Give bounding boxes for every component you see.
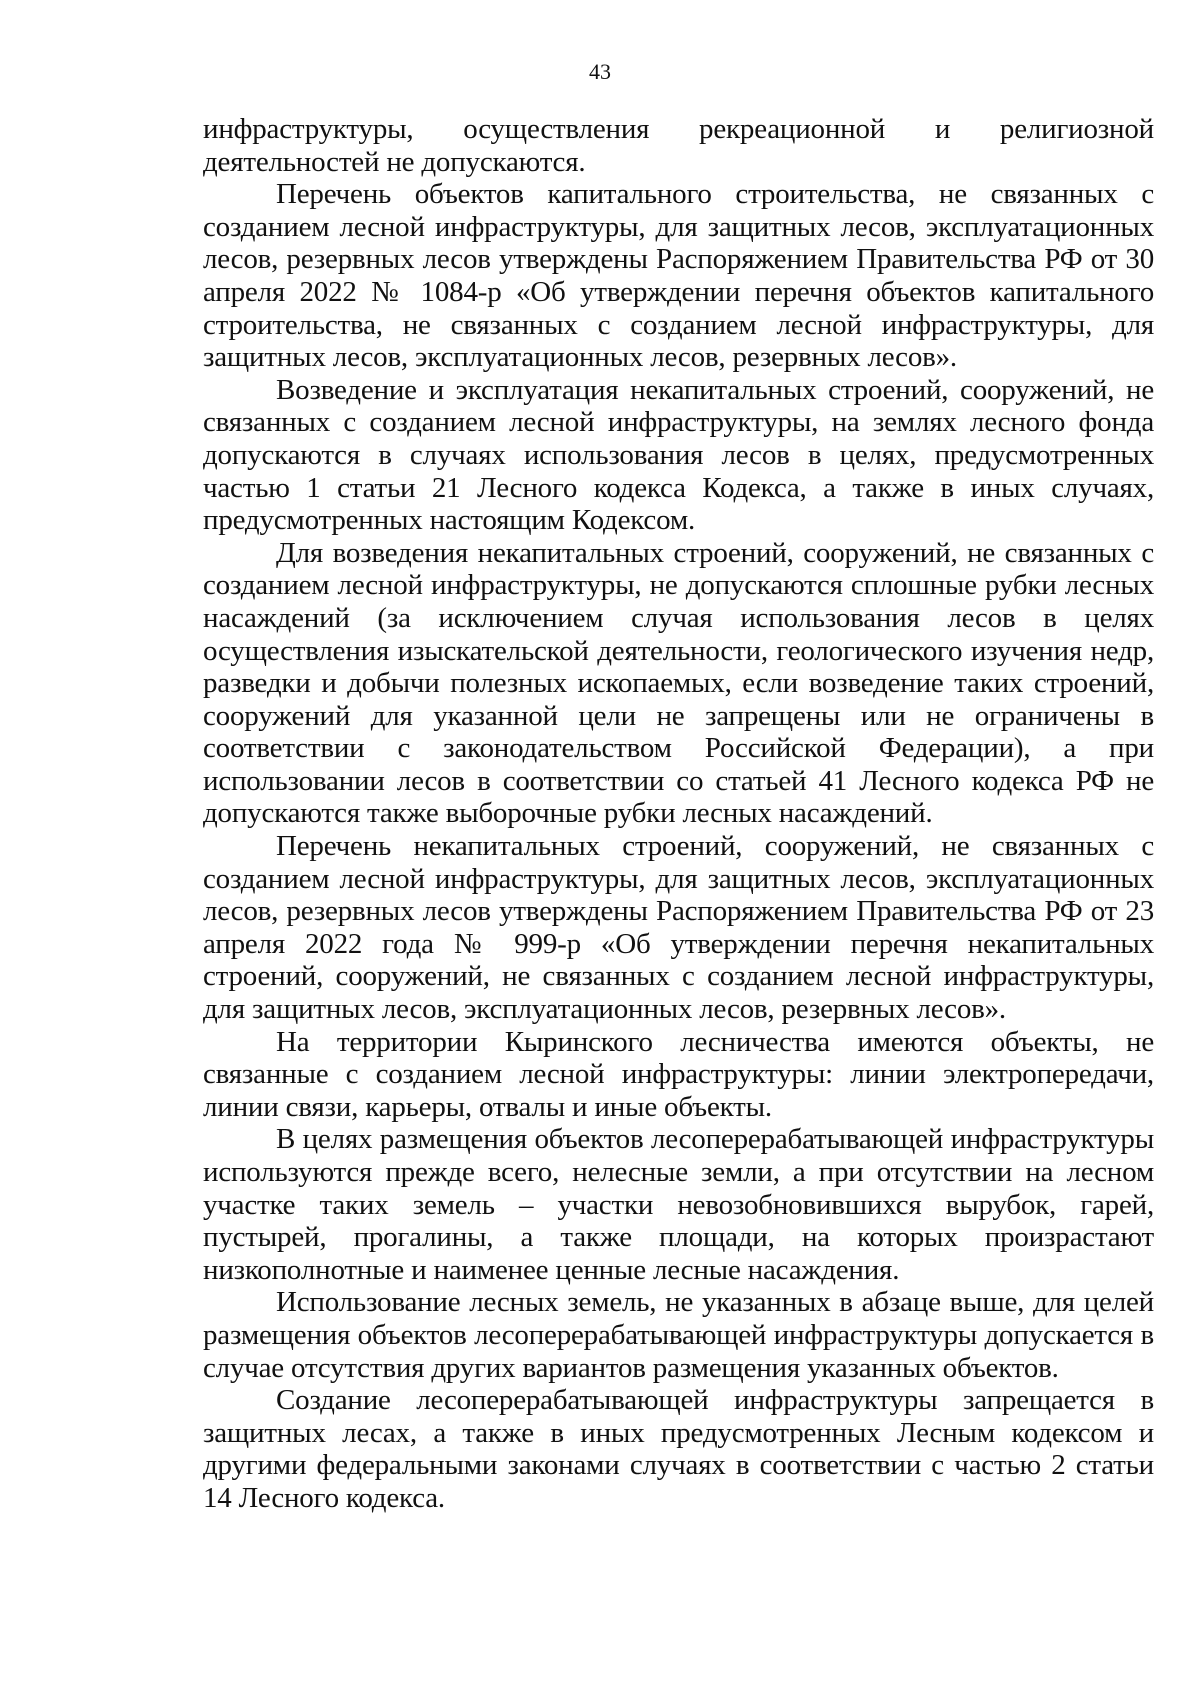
paragraph-noncapital-objects-list: Перечень некапитальных строений, сооружений, не связанных с созданием лесной инфраструктуры, для защитных лесов, эксплуатационных лесов, резервных лесов утверждены Распоряжением Правительства РФ от 23 апреля 2022 года № 999-р «Об утверждении перечня некапитальных строений, сооружений, не связанных с созданием лесной инфраструктуры, для защитных лесов, эксплуатационных лесов, резервных лесов». bbox=[203, 830, 1154, 1026]
body-text bbox=[203, 113, 1154, 1515]
paragraph-noncapital-construction: Возведение и эксплуатация некапитальных строений, сооружений, не связанных с созданием лесной инфраструктуры, на землях лесного фонда допускаются в случаях использования лесов в целях, предусмотренных частью 1 статьи 21 Лесного кодекса Кодекса, а также в иных случаях, предусмотренных настоящим Кодексом. bbox=[203, 373, 1154, 537]
paragraph-wood-processing-placement: В целях размещения объектов лесоперерабатывающей инфраструктуры используются прежде всего, нелесные земли, а при отсутствии на лесном участке таких земель – участки невозобновившихся вырубок, гарей, пустырей, прогалины, а также площади, на которых произрастают низкополнотные и наименее ценные лесные насаждения. bbox=[203, 1123, 1154, 1286]
paragraph-forest-land-use: Использование лесных земель, не указанных в абзаце выше, для целей размещения объектов лесоперерабатывающей инфраструктуры допускается в случае отсутствия других вариантов размещения указанных объектов. bbox=[203, 1286, 1154, 1384]
paragraph-clear-cutting-restrictions: Для возведения некапитальных строений, сооружений, не связанных с созданием лесной инфраструктуры, не допускаются сплошные рубки лесных насаждений (за исключением случая использования лесов в целях осуществления изыскательской деятельности, геологического изучения недр, разведки и добычи полезных ископаемых, если возведение таких строений, сооружений для указанной цели не запрещены или не ограничены в соответствии с законодательством Российской Федерации), а при использовании лесов в соответствии со статьей 41 Лесного кодекса РФ не допускаются также выборочные рубки лесных насаждений. bbox=[203, 536, 1154, 830]
page-number: 43 bbox=[589, 59, 611, 84]
paragraph-kyrinsky-objects: На территории Кыринского лесничества имеются объекты, не связанные с созданием лесной инфраструктуры: линии электропередачи, линии связи, карьеры, отвалы и иные объекты. bbox=[203, 1025, 1154, 1123]
paragraph-continuation: инфраструктуры, осуществления рекреационной и религиозной деятельностей не допускаются. bbox=[203, 113, 1154, 178]
paragraph-protective-forests-prohibition: Создание лесоперерабатывающей инфраструктуры запрещается в защитных лесах, а также в иных предусмотренных Лесным кодексом и другими федеральными законами случаях в соответствии с частью 2 статьи 14 Лесного кодекса. bbox=[203, 1384, 1154, 1514]
paragraph-capital-objects-list: Перечень объектов капитального строительства, не связанных с созданием лесной инфраструктуры, для защитных лесов, эксплуатационных лесов, резервных лесов утверждены Распоряжением Правительства РФ от 30 апреля 2022 № 1084-р «Об утверждении перечня объектов капитального строительства, не связанных с созданием лесной инфраструктуры, для защитных лесов, эксплуатационных лесов, резервных лесов». bbox=[203, 178, 1154, 374]
